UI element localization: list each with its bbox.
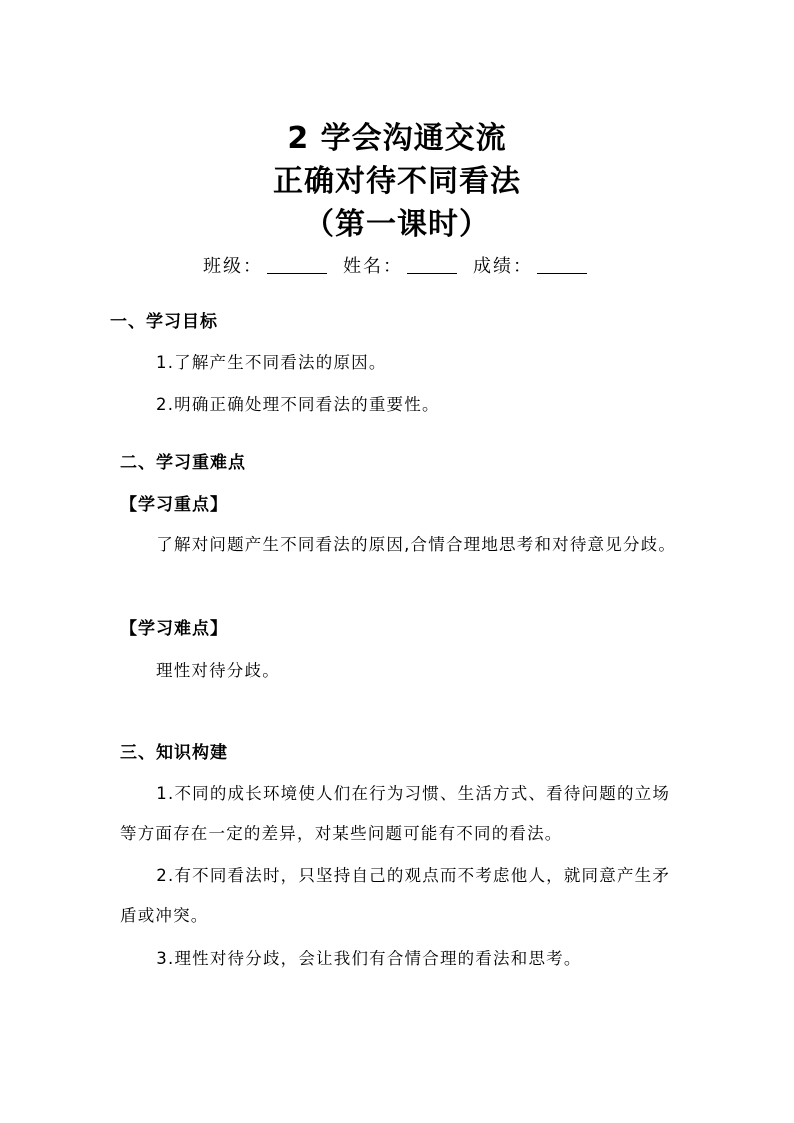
objective-item: 2.明确正确处理不同看法的重要性。 (156, 395, 440, 414)
lesson-period: （第一课时） (304, 207, 490, 242)
section-heading-objectives: 一、学习目标 (110, 312, 218, 332)
name-blank[interactable] (407, 255, 457, 274)
score-label: 成绩： (473, 256, 533, 277)
student-info-row (0, 254, 794, 280)
key-point-label: 【学习重点】 (120, 495, 228, 515)
name-label: 姓名： (343, 256, 403, 277)
objective-item: 1.了解产生不同看法的原因。 (156, 353, 387, 372)
difficulty-text: 理性对待分歧。 (156, 661, 280, 680)
title-block (0, 118, 794, 246)
key-point-text: 了解对问题产生不同看法的原因,合情合理地思考和对待意见分歧。 (156, 535, 677, 554)
knowledge-item: 2.有不同看法时，只坚持自己的观点而不考虑他人，就同意产生矛盾或冲突。 (120, 866, 671, 925)
knowledge-item: 1.不同的成长环境使人们在行为习惯、生活方式、看待问题的立场等方面存在一定的差异，对某些问题可能有不同的看法。 (120, 784, 671, 843)
class-blank[interactable] (267, 255, 327, 274)
lesson-title: 2 学会沟通交流 (287, 121, 507, 156)
knowledge-item: 3.理性对待分歧，会让我们有合情合理的看法和思考。 (156, 949, 582, 968)
lesson-subtitle: 正确对待不同看法 (273, 164, 521, 199)
section-heading-knowledge: 三、知识构建 (120, 743, 228, 763)
score-blank[interactable] (537, 255, 587, 274)
class-label: 班级： (203, 256, 263, 277)
difficulty-label: 【学习难点】 (120, 619, 228, 639)
section-heading-key-points: 二、学习重难点 (120, 453, 246, 473)
